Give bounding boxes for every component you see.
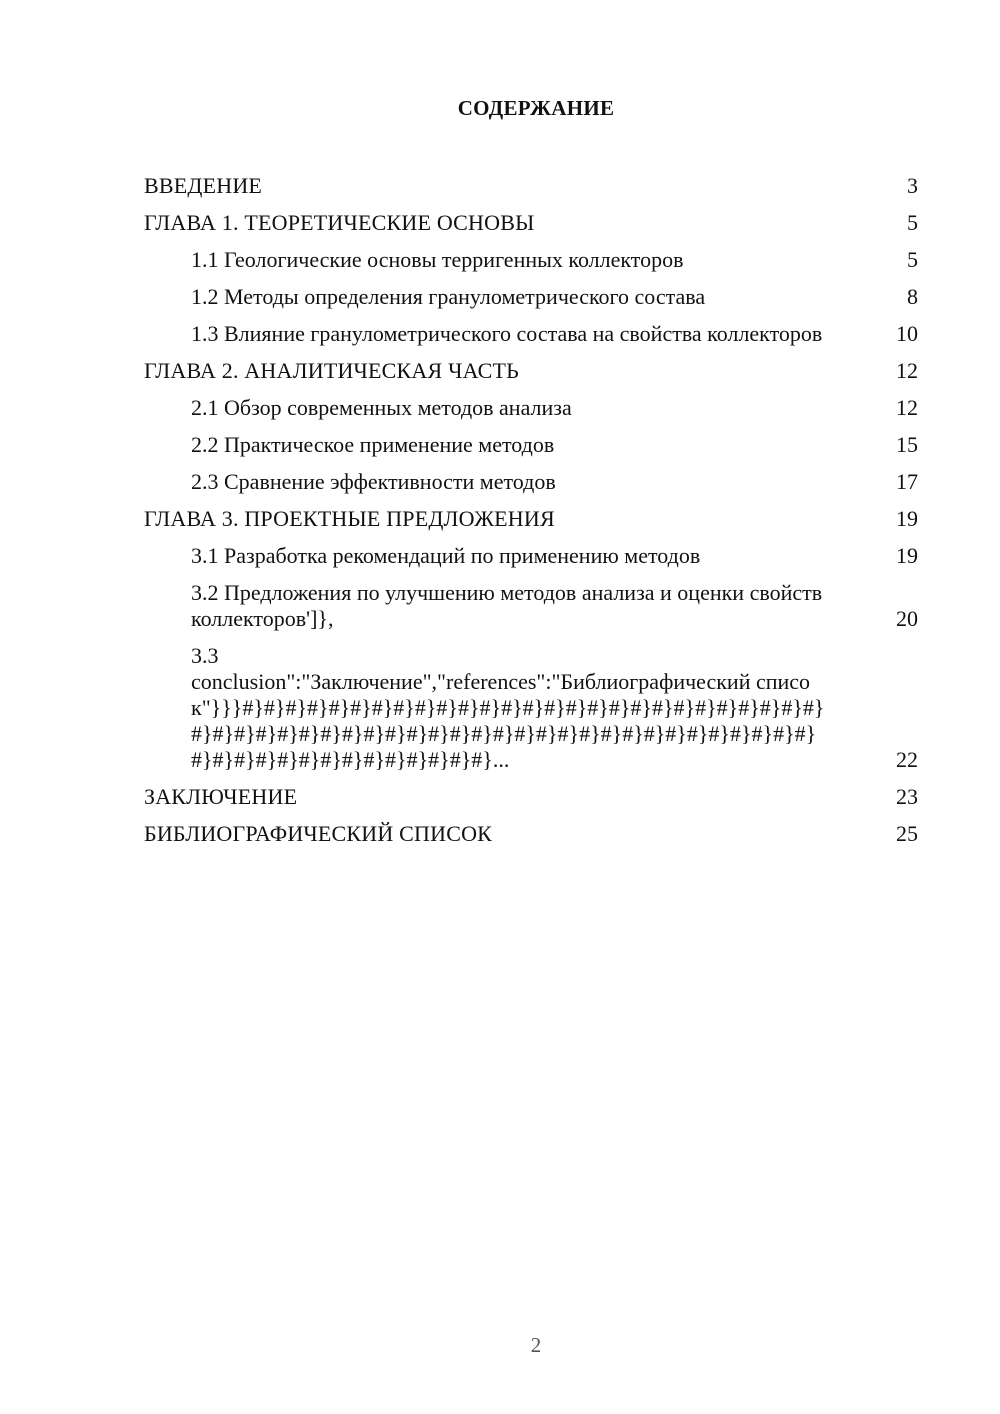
toc-entry-label: ГЛАВА 3. ПРОЕКТНЫЕ ПРЕДЛОЖЕНИЯ bbox=[144, 506, 555, 531]
page-number: 2 bbox=[530, 1333, 542, 1357]
toc-entry-references[interactable] bbox=[144, 816, 918, 853]
toc-entry-section-3-1[interactable] bbox=[144, 538, 918, 575]
toc-entry-page: 10 bbox=[896, 321, 918, 346]
toc-entry-label: 3.1 Разработка рекомендаций по применению методов bbox=[191, 543, 701, 568]
toc-entry-chapter-1[interactable] bbox=[144, 205, 918, 242]
toc-entry-page: 22 bbox=[896, 747, 918, 772]
toc-entry-label: 1.2 Методы определения гранулометрического состава bbox=[191, 284, 706, 309]
toc-entry-section-2-3[interactable] bbox=[144, 464, 918, 501]
toc-entry-page: 20 bbox=[896, 606, 918, 631]
toc-entry-section-3-2[interactable] bbox=[144, 575, 918, 638]
toc-entry-label: ЗАКЛЮЧЕНИЕ bbox=[144, 784, 298, 809]
toc-entry-section-1-2[interactable] bbox=[144, 279, 918, 316]
toc-entry-page: 19 bbox=[896, 506, 918, 531]
toc-entry-label: 2.3 Сравнение эффективности методов bbox=[191, 469, 556, 494]
toc-entry-page: 3 bbox=[907, 173, 918, 198]
toc-entry-chapter-3[interactable] bbox=[144, 501, 918, 538]
page-title: СОДЕРЖАНИЕ bbox=[457, 96, 615, 120]
toc-entry-label: ГЛАВА 1. ТЕОРЕТИЧЕСКИЕ ОСНОВЫ bbox=[144, 210, 535, 235]
toc-entry-section-2-2[interactable] bbox=[144, 427, 918, 464]
toc-entry-section-3-3[interactable] bbox=[144, 638, 918, 779]
table-of-contents bbox=[144, 168, 918, 853]
toc-entry-label: 1.3 Влияние гранулометрического состава на свойства коллекторов bbox=[191, 321, 823, 346]
toc-entry-label: ГЛАВА 2. АНАЛИТИЧЕСКАЯ ЧАСТЬ bbox=[144, 358, 519, 383]
toc-entry-label: 1.1 Геологические основы терригенных коллекторов bbox=[191, 247, 684, 272]
toc-entry-label: ВВЕДЕНИЕ bbox=[144, 173, 263, 198]
toc-entry-label: 2.1 Обзор современных методов анализа bbox=[191, 395, 572, 420]
toc-entry-page: 8 bbox=[907, 284, 918, 309]
toc-entry-page: 5 bbox=[907, 210, 918, 235]
toc-entry-label: 3.3 conclusion":"Заключение","references":"Библиографический список"}}}#}#}#}#}#}#}#}#}#}#}#}#}#}#}#}#}#}#}#}#}#}#}#}#}#}#}#}#}#}#}#}#}#}#}#}#}#}#}#}#}#}#}#}#}#}#}#}#}#}#}#}#}#}#}#}#}#}#}#}#}#}#}#}#}#}#}#}#}#}#}... bbox=[191, 643, 825, 772]
toc-entry-section-2-1[interactable] bbox=[144, 390, 918, 427]
toc-entry-section-1-3[interactable] bbox=[144, 316, 918, 353]
toc-entry-chapter-2[interactable] bbox=[144, 353, 918, 390]
toc-entry-page: 19 bbox=[896, 543, 918, 568]
toc-entry-page: 23 bbox=[896, 784, 918, 809]
toc-entry-page: 17 bbox=[896, 469, 918, 494]
toc-entry-label: БИБЛИОГРАФИЧЕСКИЙ СПИСОК bbox=[144, 821, 493, 846]
toc-entry-page: 5 bbox=[907, 247, 918, 272]
toc-entry-label: 3.2 Предложения по улучшению методов анализа и оценки свойств коллекторов']}, bbox=[191, 580, 828, 631]
toc-entry-page: 12 bbox=[896, 358, 918, 383]
toc-entry-page: 15 bbox=[896, 432, 918, 457]
toc-entry-label: 2.2 Практическое применение методов bbox=[191, 432, 555, 457]
toc-entry-page: 25 bbox=[896, 821, 918, 846]
toc-entry-introduction[interactable] bbox=[144, 168, 918, 205]
toc-entry-conclusion[interactable] bbox=[144, 779, 918, 816]
toc-entry-page: 12 bbox=[896, 395, 918, 420]
toc-entry-section-1-1[interactable] bbox=[144, 242, 918, 279]
